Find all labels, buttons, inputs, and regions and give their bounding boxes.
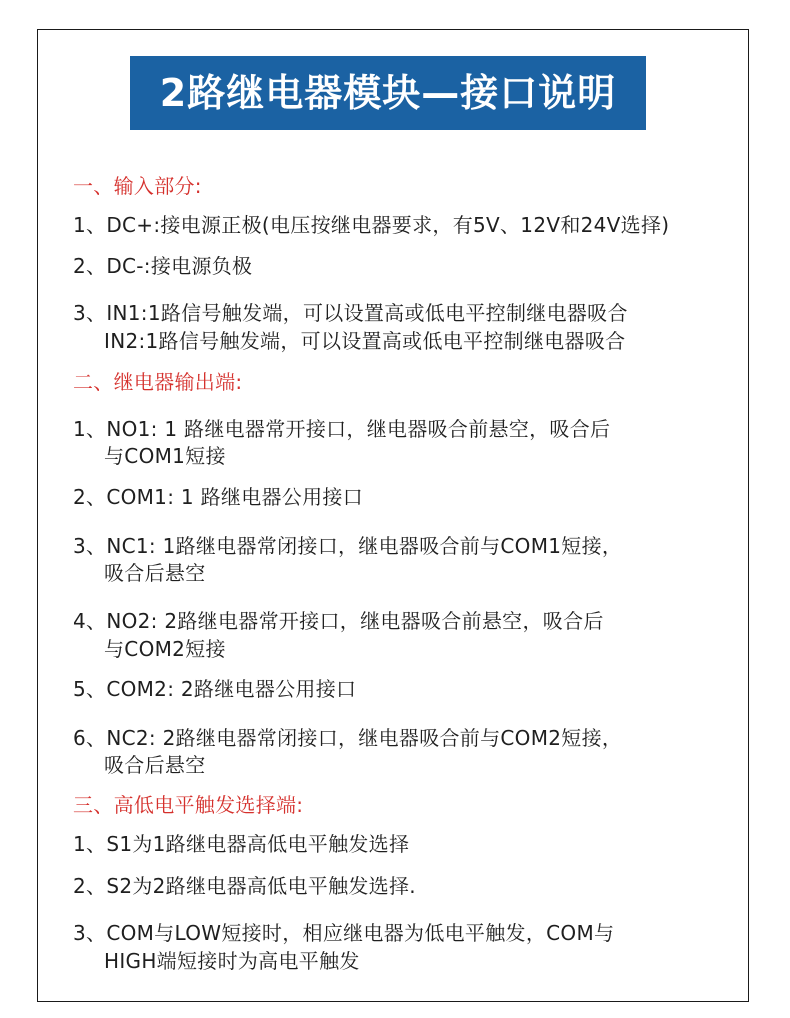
- input-item-in2: IN2:1路信号触发端，可以设置高或低电平控制继电器吸合: [104, 329, 626, 353]
- trigger-item-com: 3、COM与LOW短接时，相应继电器为低电平触发，COM与: [73, 921, 615, 945]
- page-title: 2路继电器模块—接口说明: [130, 56, 646, 130]
- output-item-nc2-cont: 吸合后悬空: [104, 753, 206, 777]
- output-item-com1: 2、COM1: 1 路继电器公用接口: [73, 485, 363, 509]
- trigger-item-s1: 1、S1为1路继电器高低电平触发选择: [73, 832, 410, 856]
- output-item-no2-cont: 与COM2短接: [104, 637, 226, 661]
- input-item-dc-minus: 2、DC-:接电源负极: [73, 254, 253, 278]
- output-item-no1: 1、NO1: 1 路继电器常开接口，继电器吸合前悬空，吸合后: [73, 417, 611, 441]
- output-item-no1-cont: 与COM1短接: [104, 444, 226, 468]
- trigger-item-com-cont: HIGH端短接时为高电平触发: [104, 949, 360, 973]
- input-item-in1: 3、IN1:1路信号触发端，可以设置高或低电平控制继电器吸合: [73, 301, 628, 325]
- output-item-nc2: 6、NC2: 2路继电器常闭接口，继电器吸合前与COM2短接，: [73, 726, 623, 750]
- document-frame: [37, 29, 749, 1002]
- output-item-nc1: 3、NC1: 1路继电器常闭接口，继电器吸合前与COM1短接，: [73, 534, 623, 558]
- trigger-item-s2: 2、S2为2路继电器高低电平触发选择.: [73, 874, 416, 898]
- input-item-dc-plus: 1、DC+:接电源正极(电压按继电器要求，有5V、12V和24V选择): [73, 213, 670, 237]
- output-item-no2: 4、NO2: 2路继电器常开接口，继电器吸合前悬空，吸合后: [73, 609, 604, 633]
- section-heading-input: 一、输入部分:: [73, 174, 202, 198]
- section-heading-trigger: 三、高低电平触发选择端:: [73, 793, 304, 817]
- section-heading-output: 二、继电器输出端:: [73, 370, 243, 394]
- output-item-com2: 5、COM2: 2路继电器公用接口: [73, 677, 357, 701]
- output-item-nc1-cont: 吸合后悬空: [104, 561, 206, 585]
